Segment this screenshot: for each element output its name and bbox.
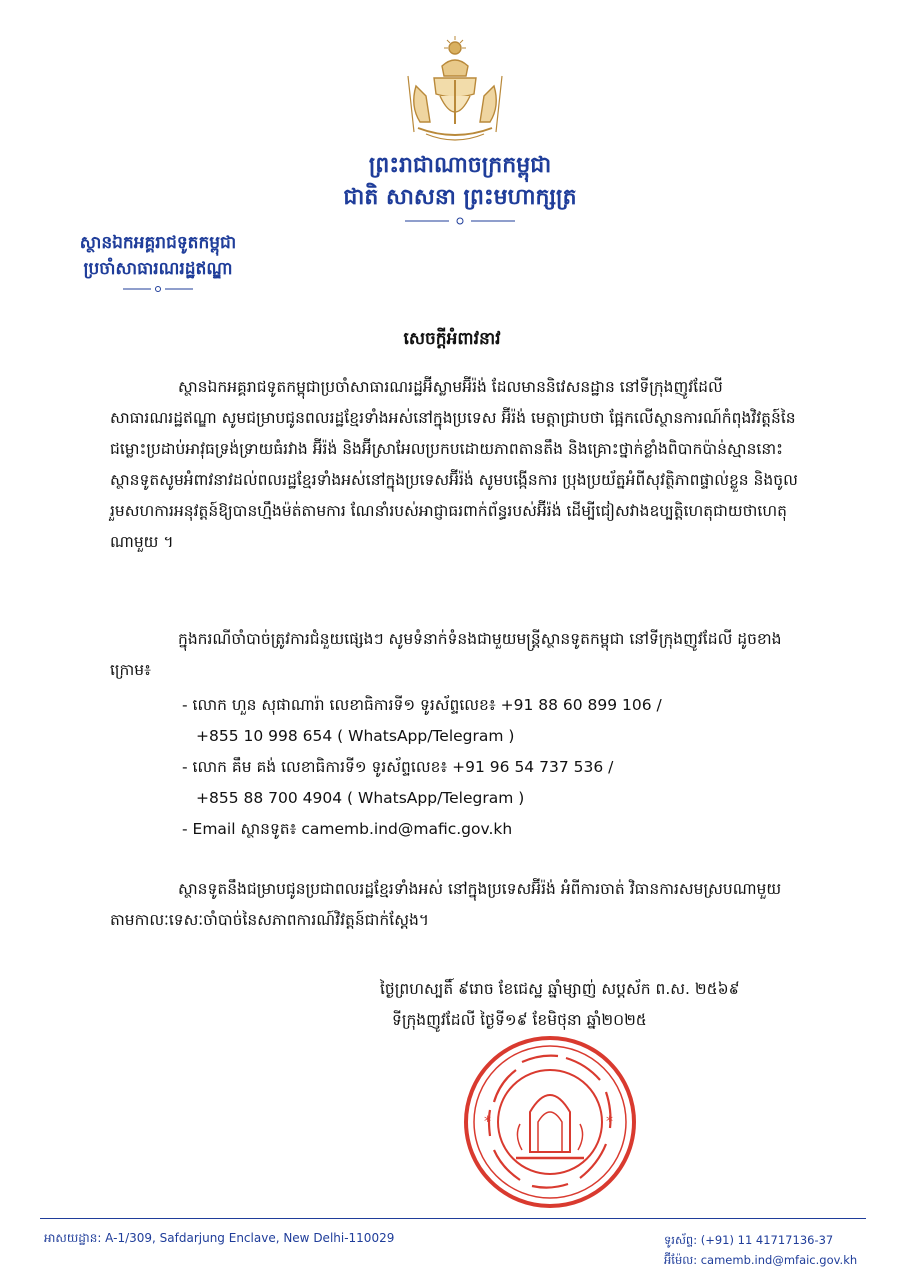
footer-phone: ទូរស័ព្ទ: (+91) 11 41717136-37 [664, 1233, 834, 1247]
kingdom-name: ព្រះរាជាណាចក្រកម្ពុជា [368, 153, 552, 178]
footer-divider [40, 1218, 866, 1219]
svg-text:*: * [484, 1114, 491, 1130]
royal-coat-of-arms-icon [396, 36, 514, 146]
paragraph-closing [110, 874, 800, 936]
paragraph-contact-intro [110, 624, 800, 686]
ornament-divider-icon [123, 284, 193, 294]
contact-2-line-1: - លោក គឹម គង់ លេខាធិការទី១ ទូរស័ព្ទលេខ៖ +91 96 54 737 536 / [182, 758, 614, 776]
kingdom-motto: ជាតិ សាសនា ព្រះមហាក្សត្រ [343, 185, 577, 210]
paragraph-text: ស្ថានទូតនឹងជម្រាបជូនប្រជាពលរដ្ឋខ្មែរទាំងអស់ នៅក្នុងប្រទេសអ៊ីរ៉ង់ អំពីការចាត់ វិធានការសមស្របណាមួយ តាមកាលៈទេសៈចាំបាច់នៃសភាពការណ៍វិវត្តន៍ជាក់ស្តែង។ [110, 880, 782, 929]
contact-email: - Email ស្ថានទូត៖ camemb.ind@mafic.gov.kh [182, 820, 513, 838]
kingdom-header [300, 150, 620, 226]
signature-block [380, 974, 800, 1036]
contact-1-line-1: - លោក ហួន សុផាណារ៉ា លេខាធិការទី១ ទូរស័ព្ទលេខ៖ +91 88 60 899 106 / [182, 696, 662, 714]
document-title: សេចក្តីអំពាវនាវ [403, 329, 501, 349]
embassy-seal-stamp-icon [460, 1032, 640, 1212]
contact-list [182, 690, 802, 845]
paragraph-announcement [110, 372, 800, 558]
footer-email: អ៊ីម៉ែល: camemb.ind@mfaic.gov.kh [664, 1253, 858, 1267]
paragraph-text: ក្នុងករណីចាំបាច់ត្រូវការជំនួយផ្សេងៗ សូមទំនាក់ទំនងជាមួយមន្រ្តីស្ថានទូតកម្ពុជា នៅទីក្រុងញូវដែលី ដូចខាងក្រោម៖ [110, 630, 782, 679]
embassy-name: ស្ថានឯកអគ្គរាជទូតកម្ពុជា [79, 233, 237, 253]
contact-1-line-2: +855 10 998 654 ( WhatsApp/Telegram ) [196, 727, 515, 745]
footer-contact [664, 1230, 857, 1270]
embassy-header [38, 230, 278, 294]
svg-text:*: * [606, 1114, 613, 1130]
place-date: ទីក្រុងញូវដែលី ថ្ងៃទី១៩ ខែមិថុនា ឆ្នាំ២០២៥ [392, 1011, 647, 1029]
lunar-date: ថ្ងៃព្រហស្បតិ៍ ៩រោច ខែជេស្ឋ ឆ្នាំម្សាញ់ សប្តស័ក ព.ស. ២៥៦៩ [380, 980, 740, 998]
contact-2-line-2: +855 88 700 4904 ( WhatsApp/Telegram ) [196, 789, 525, 807]
paragraph-text: ស្ថានឯកអគ្គរាជទូតកម្ពុជាប្រចាំសាធារណរដ្ឋអ៊ីស្លាមអ៊ីរ៉ង់ ដែលមាននិវេសនដ្ឋាន នៅទីក្រុងញូវដែលី សាធារណរដ្ឋឥណ្ឌា សូមជម្រាបជូនពលរដ្ឋខ្មែរទាំងអស់នៅក្នុងប្រទេស អ៊ីរ៉ង់ មេត្តាជ្រាបថា ផ្អែកលើស្ថានការណ៍កំពុងវិវត្តន៍នៃជម្លោះប្រដាប់អាវុធទ្រង់ទ្រាយធំរវាង អ៊ីរ៉ង់ និងអ៊ីស្រាអែលប្រកបដោយភាពតានតឹង និងគ្រោះថ្នាក់ខ្លាំងពិបាកប៉ាន់ស្មាននោះ ស្ថានទូតសូមអំពាវនាវដល់ពលរដ្ឋខ្មែរទាំងអស់នៅក្នុងប្រទេសអ៊ីរ៉ង់ សូមបង្កើនការ ប្រុងប្រយ័ត្នអំពីសុវត្ថិភាពផ្ទាល់ខ្លួន និងចូលរួមសហការអនុវត្តន៍ឱ្យបានហ្មឹងម៉ត់តាមការ ណែនាំរបស់អាជ្ញាធរពាក់ព័ន្ធរបស់អ៊ីរ៉ង់ ដើម្បីជៀសវាងឧប្បត្តិហេតុជាយថាហេតុណាមួយ ។ [110, 378, 798, 551]
footer-address: អាសយដ្ឋាន: A-1/309, Safdarjung Enclave, New Delhi-110029 [44, 1231, 395, 1245]
embassy-location: ប្រចាំសាធារណរដ្ឋឥណ្ឌា [83, 259, 233, 279]
ornament-divider-icon [405, 216, 515, 226]
